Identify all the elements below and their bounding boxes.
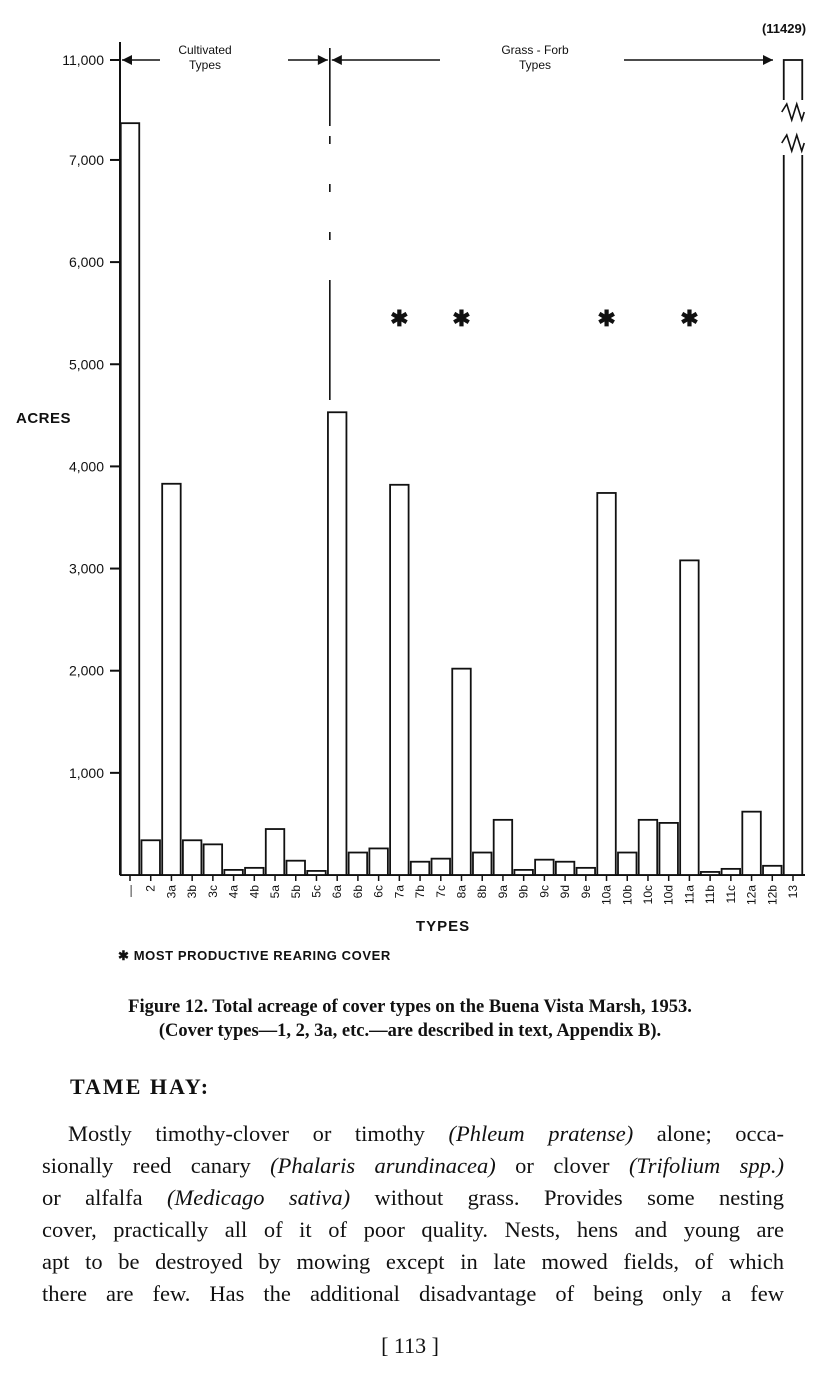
bar-6a (328, 412, 347, 875)
bar-10d (659, 823, 678, 875)
x-tick-label-5c: 5c (309, 885, 324, 898)
x-tick-label-12b: 12b (765, 885, 780, 906)
bar-3b (183, 840, 202, 875)
x-tick-label-6a: 6a (330, 885, 345, 899)
bar-10a (597, 493, 616, 875)
x-tick-label-13: 13 (786, 885, 800, 899)
bar-11b (701, 872, 720, 875)
body-line-4: cover, practically all of it of poor quality. Nests, hens and young are (42, 1217, 784, 1242)
bar-13-value-note: (11429) (761, 21, 807, 36)
x-tick-label-10a: 10a (599, 885, 614, 906)
x-tick-label-6c: 6c (371, 885, 386, 898)
y-axis-label: ACRES (16, 410, 72, 427)
y-tick-label-2000: 2,000 (68, 662, 104, 679)
grassforb-arrowhead-right (763, 55, 773, 65)
y-tick-label-3000: 3,000 (68, 560, 104, 577)
x-tick-label-9d: 9d (558, 885, 573, 899)
y-tick-label-1000: 1,000 (68, 764, 104, 781)
body-line-2: sionally reed canary (Phalaris arundinacea) or clover (Trifolium spp.) (42, 1153, 784, 1178)
bar-8a (452, 669, 471, 875)
bar-5b (287, 861, 306, 875)
bar-9b (514, 870, 533, 875)
star-marker-8a: ✱ (452, 306, 471, 331)
caption-line-2: (Cover types—1, 2, 3a, etc.—are described in text, Appendix B). (158, 1021, 662, 1041)
x-tick-label-11a: 11a (682, 885, 697, 905)
y-tick-label-6000: 6,000 (68, 254, 104, 271)
bar-3a (162, 484, 181, 875)
x-tick-label-8b: 8b (475, 885, 490, 899)
bar-9d (556, 862, 575, 875)
x-tick-label-2: 2 (143, 885, 158, 892)
bar-4b (245, 868, 264, 875)
x-tick-label-3c: 3c (205, 885, 220, 898)
x-tick-label-7b: 7b (413, 885, 428, 899)
bar-13 (784, 60, 803, 875)
x-tick-label-10c: 10c (640, 885, 655, 905)
x-tick-label-5a: 5a (268, 885, 283, 899)
bar-10c (639, 820, 658, 875)
y-tick-label-5000: 5,000 (68, 356, 104, 373)
star-marker-10a: ✱ (597, 306, 616, 331)
bar-3c (204, 844, 223, 875)
cultivated-arrowhead-right (318, 55, 328, 65)
bar-12a (742, 812, 761, 875)
bar-12b (763, 866, 782, 875)
bar-11a (680, 560, 699, 875)
group-label-grass-forb: Grass - Forb Types (501, 43, 569, 72)
bar-1 (121, 123, 140, 875)
x-tick-label-4b: 4b (247, 885, 262, 899)
star-marker-11a: ✱ (680, 306, 699, 331)
x-tick-label-9a: 9a (495, 885, 510, 899)
x-tick-label-1: — (123, 885, 137, 897)
bar-6b (349, 853, 368, 875)
figure-caption (40, 995, 780, 1043)
x-tick-label-6b: 6b (350, 885, 365, 899)
x-tick-label-4a: 4a (226, 885, 241, 899)
bar-2 (141, 840, 160, 875)
section-heading: TAME HAY: (70, 1074, 211, 1099)
x-axis-label: TYPES (415, 918, 471, 935)
y-tick-label-11000: 11,000 (62, 52, 104, 68)
bar-5c (307, 871, 326, 875)
x-tick-label-9b: 9b (516, 885, 531, 899)
x-tick-label-7c: 7c (433, 885, 448, 898)
x-tick-label-3a: 3a (164, 885, 179, 899)
bar-9e (577, 868, 596, 875)
bar-4a (224, 870, 243, 875)
caption-line-1: Figure 12. Total acreage of cover types on the Buena Vista Marsh, 1953. (128, 997, 692, 1017)
body-text (42, 1118, 784, 1310)
bar-10b (618, 853, 637, 875)
body-line-1: Mostly timothy-clover or timothy (Phleum pratense) alone; occa- (68, 1121, 785, 1146)
bar-6c (369, 848, 388, 875)
x-tick-label-7a: 7a (392, 885, 407, 899)
bar-9c (535, 860, 554, 875)
chart-legend: ✱ MOST PRODUCTIVE REARING COVER (118, 948, 391, 963)
y-tick-label-7000: 7,000 (68, 151, 104, 168)
x-tick-label-11b: 11b (703, 885, 718, 905)
x-tick-label-5b: 5b (288, 885, 303, 899)
bar-5a (266, 829, 285, 875)
body-line-6: there are few. Has the additional disadvantage of being only a few (42, 1281, 784, 1306)
bar-9a (494, 820, 513, 875)
bar-7b (411, 862, 430, 875)
x-tick-label-12a: 12a (744, 885, 759, 906)
page-number: [ 113 ] (381, 1333, 439, 1358)
bar-8b (473, 853, 492, 875)
cultivated-arrowhead-left (122, 55, 132, 65)
x-tick-label-10b: 10b (620, 885, 635, 906)
x-tick-label-9e: 9e (578, 885, 593, 899)
x-tick-label-9c: 9c (537, 885, 552, 898)
group-label-cultivated: Cultivated Types (178, 43, 232, 72)
x-tick-label-10d: 10d (661, 885, 676, 906)
grassforb-arrowhead-left (332, 55, 342, 65)
bar-11c (722, 869, 741, 875)
body-line-5: apt to be destroyed by mowing except in late mowed fields, of which (42, 1249, 784, 1274)
bar-7a (390, 485, 409, 875)
x-tick-label-3b: 3b (185, 885, 200, 899)
y-tick-label-4000: 4,000 (68, 458, 104, 475)
bar-7c (432, 859, 451, 875)
star-marker-7a: ✱ (390, 306, 409, 331)
body-line-3: or alfalfa (Medicago sativa) without grass. Provides some nesting (42, 1185, 784, 1210)
x-tick-label-11c: 11c (723, 885, 738, 904)
x-tick-label-8a: 8a (454, 885, 469, 899)
